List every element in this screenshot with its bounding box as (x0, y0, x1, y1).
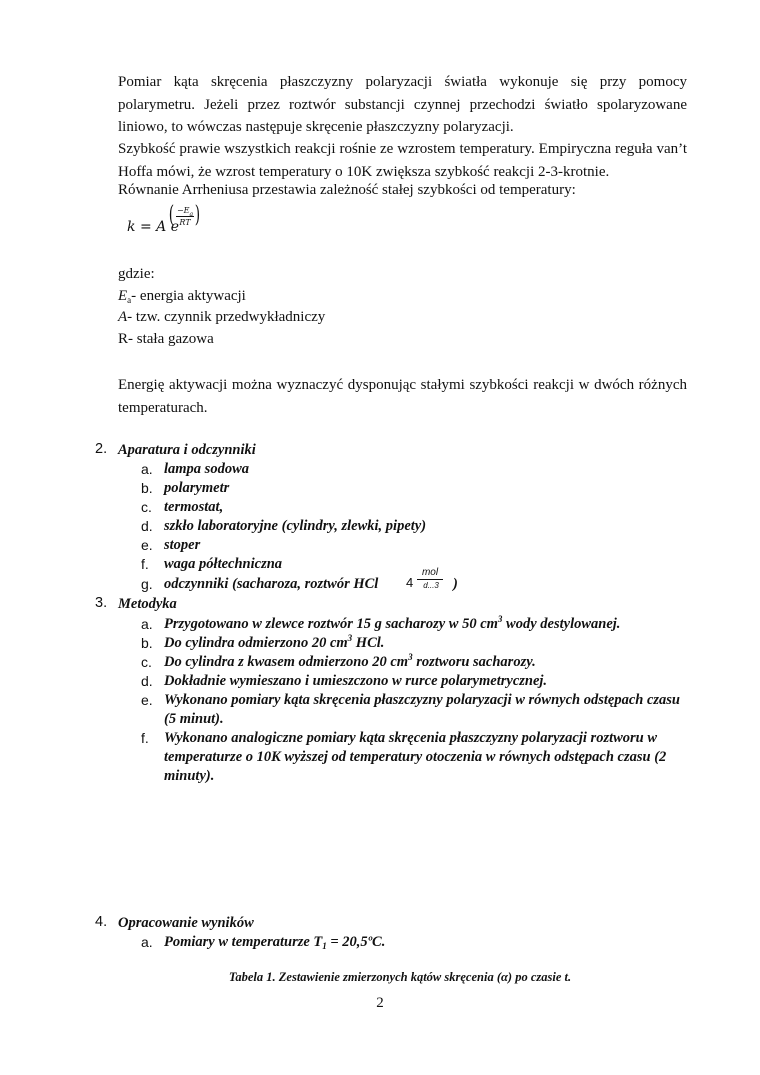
s3-item-d-letter: d. (141, 673, 153, 689)
legend-a (118, 309, 325, 326)
formula-e: e (170, 219, 179, 235)
exponent-numerator-sub: a (189, 211, 194, 218)
section-4-title: Opracowanie wyników (118, 915, 254, 931)
s3-item-c (164, 653, 536, 672)
section-2-number: 2. (95, 441, 108, 457)
section-2-title: Aparatura i odczynniki (118, 442, 256, 458)
intro-paragraph-vant-hoff: Szybkość prawie wszystkich reakcji rośnie ze wzrostem temperatury. Empiryczna reguła van’t Hoffa mówi, że wzrost temperatury o 10K zwiększa szybkość reakcji 2-3-krotnie. (118, 141, 687, 180)
s3-item-b-sup: 3 (347, 633, 353, 643)
formula-a: A (156, 219, 167, 235)
s3-item-d: Dokładnie wymieszano i umieszczono w rurce polarymetrycznej. (164, 673, 548, 689)
hcl-concentration-value: 4 (406, 575, 414, 590)
legend-ea-text: - energia aktywacji (131, 288, 246, 304)
s2-item-e: stoper (164, 537, 201, 553)
section-3-number: 3. (95, 595, 108, 611)
s4-item-a-post: = 20,5ºC. (326, 934, 386, 950)
legend-r: R- stała gazowa (118, 331, 214, 347)
s2-item-c-letter: c. (141, 499, 152, 515)
exponent-open-paren: ( (168, 202, 175, 228)
s3-item-a-pre: Przygotowano w zlewce roztwór 15 g sacharozy w 50 cm (164, 616, 498, 632)
s3-item-a (164, 615, 620, 634)
s2-item-d: szkło laboratoryjne (cylindry, zlewki, pipety) (164, 518, 427, 534)
s2-item-a-letter: a. (141, 461, 153, 477)
page-number: 2 (376, 995, 384, 1011)
legend-ea-symbol: E (118, 288, 128, 304)
s2-item-f-letter: f. (141, 556, 149, 572)
intro-paragraph-polarimetry: Pomiar kąta skręcenia płaszczyzny polaryzacji światła wykonuje się przy pomocy polarymetru. Jeżeli przez roztwór substancji czynnej przechodzi światło spolaryzowane liniowo, to wówczas następuje skręcenie płaszczyzny polaryzacji. (118, 74, 687, 135)
s3-item-c-letter: c. (141, 654, 152, 670)
hcl-unit-fraction-bar (417, 579, 443, 580)
legend-ea-sub: a (127, 295, 132, 305)
exponent-denominator: RT (179, 218, 191, 227)
s2-item-g: odczynniki (sacharoza, roztwór HCl (164, 576, 379, 592)
s3-item-b (164, 634, 384, 653)
s2-item-c: termostat, (164, 499, 224, 515)
s3-item-b-letter: b. (141, 635, 153, 651)
s3-item-c-pre: Do cylindra z kwasem odmierzono 20 cm (164, 654, 409, 670)
exponent-fraction (176, 206, 194, 227)
section-3-title: Metodyka (118, 596, 177, 612)
s3-item-e: Wykonano pomiary kąta skręcenia płaszczyzny polaryzacji w równych odstępach czasu (5 minut). (164, 692, 680, 727)
s2-item-d-letter: d. (141, 518, 153, 534)
legend-ea (118, 288, 246, 305)
s4-item-a-letter: a. (141, 934, 153, 950)
table-caption: Tabela 1. Zestawienie zmierzonych kątów skręcenia (α) po czasie t. (228, 970, 572, 984)
s3-item-e-letter: e. (141, 692, 153, 708)
s3-item-b-pre: Do cylindra odmierzono 20 cm (164, 635, 348, 651)
hcl-unit-numerator: mol (421, 567, 439, 578)
exponent-numerator: −E (176, 206, 190, 215)
s4-item-a (164, 933, 385, 952)
s2-item-b: polarymetr (164, 480, 230, 496)
s2-item-g-close-paren: ) (453, 576, 458, 592)
s2-item-f: waga półtechniczna (164, 556, 283, 572)
s3-item-c-sup: 3 (408, 652, 413, 662)
formula-equals: = (139, 219, 152, 235)
s3-item-f-letter: f. (141, 730, 149, 746)
intro-paragraph-arrhenius: Równanie Arrheniusa przestawia zależność stałej szybkości od temperatury: (118, 182, 576, 198)
s3-item-b-post: HCl. (352, 635, 385, 651)
s2-item-e-letter: e. (141, 537, 153, 553)
hcl-concentration (402, 569, 454, 599)
s3-item-a-letter: a. (141, 616, 153, 632)
activation-energy-paragraph: Energię aktywacji można wyznaczyć dysponując stałymi szybkości reakcji w dwóch różnych temperaturach. (118, 377, 687, 416)
legend-a-symbol: A (118, 309, 128, 325)
hcl-unit-denominator: d...3 (423, 581, 439, 590)
s4-item-a-sub: 1 (322, 941, 327, 951)
s3-item-a-sup: 3 (497, 614, 503, 624)
s3-item-a-post: wody destylowanej. (502, 616, 621, 632)
s3-item-f: Wykonano analogiczne pomiary kąta skręcenia płaszczyzny polaryzacji roztworu w temperaturze o 10K wyższej od temperatury otoczenia w równych odstępach czasu (2 minuty). (164, 730, 667, 784)
exponent-close-paren: ) (194, 202, 201, 228)
s2-item-g-letter: g. (141, 576, 153, 592)
section-4-number: 4. (95, 914, 108, 930)
s2-item-b-letter: b. (141, 480, 153, 496)
s3-item-c-post: roztworu sacharozy. (412, 654, 536, 670)
arrhenius-formula (127, 202, 247, 238)
formula-k: k (127, 219, 136, 235)
legend-gdzie: gdzie: (118, 266, 155, 282)
s2-item-a: lampa sodowa (164, 461, 249, 477)
s4-item-a-pre: Pomiary w temperaturze T (164, 934, 323, 950)
legend-a-text: - tzw. czynnik przedwykładniczy (127, 309, 326, 325)
